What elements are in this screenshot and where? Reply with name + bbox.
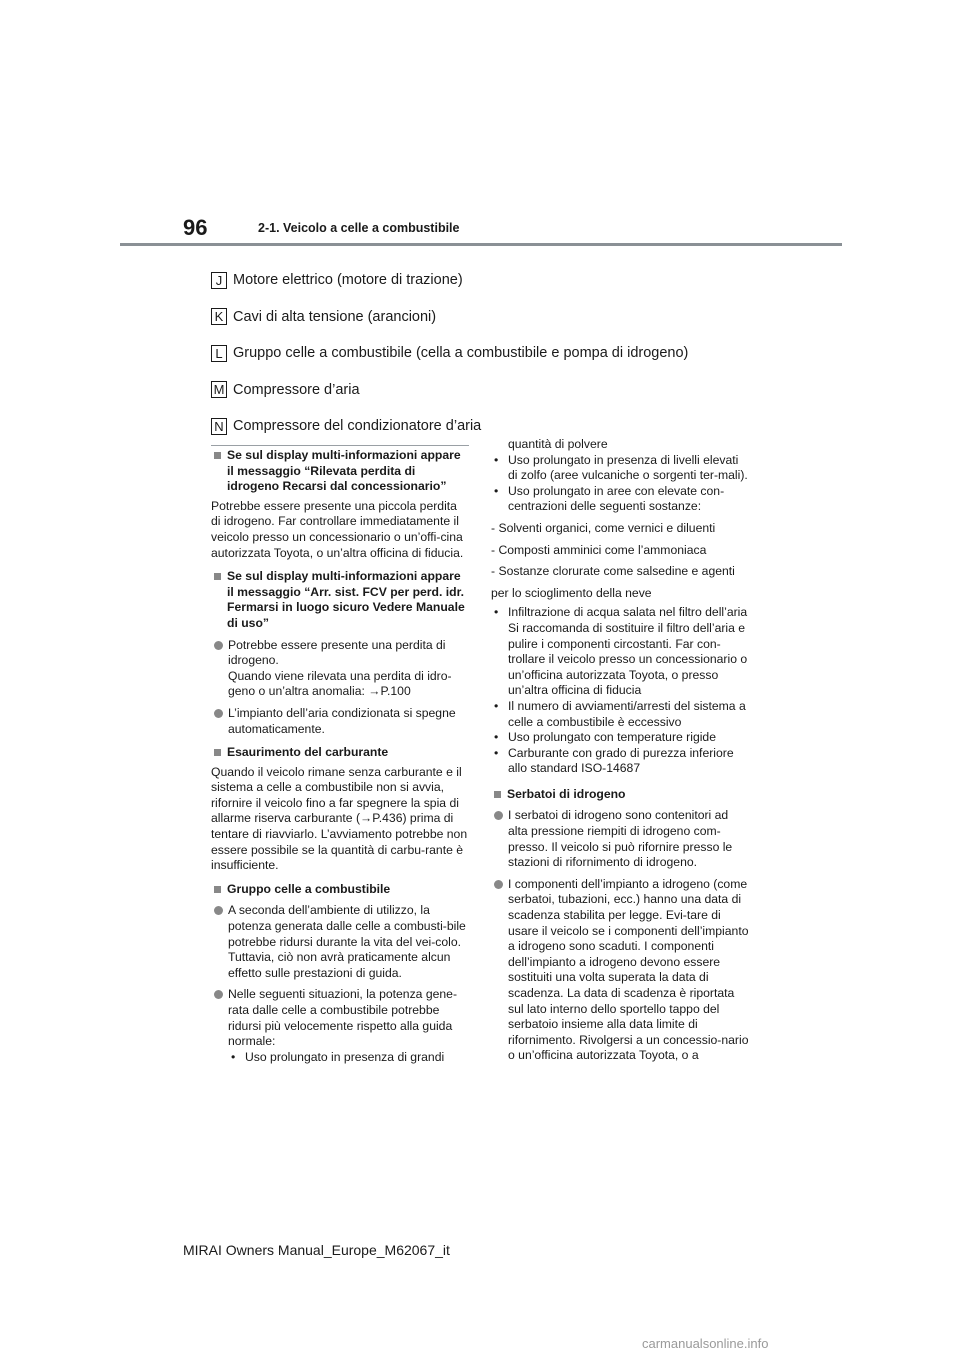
section-title: 2-1. Veicolo a celle a combustibile [258,221,460,235]
sub-bullet-text: Carburante con grado di purezza inferiore allo standard ISO-14687 [508,745,734,776]
heading-text: Serbatoi di idrogeno [507,786,626,801]
heading-text: Se sul display multi-informazioni appare il messaggio “Arr. sist. FCV per perd. idr. Fermarsi in luogo sicuro Vedere Manuale di uso” [227,569,465,630]
list-text: I componenti dell’impianto a idrogeno (come serbatoi, tubazioni, ecc.) hanno una data di scadenza stabilita per legge. Evi-tare di usare il veicolo se i componenti dell’impianto a idrogeno sono scaduti. I componenti dell’impianto a idrogeno devono essere sostituiti una volta superata la data di scadenza. La data di scadenza è riportata sul lato interno dello sportello tappo del serbatoio insieme alla data limite di rifornimento. Rivolgersi a un concessio-nario o un’officina autorizzata Toyota, o a [508,876,749,1063]
list-text: Potrebbe essere presente una perdita di idrogeno. Quando viene rilevata una perdita di idro-geno o un’altra anomalia: →P.100 [228,637,452,699]
header-rule [120,243,842,246]
legend-item [211,335,811,372]
legend-text: Cavi di alta tensione (arancioni) [233,308,437,325]
dash-item-continuation: per lo scioglimento della neve [491,585,652,600]
heading-text: Gruppo celle a combustibile [227,881,391,896]
bullet-mark: • [494,483,499,498]
legend-text: Motore elettrico (motore di trazione) [233,272,463,289]
circle-list-item [211,903,469,981]
sub-bullet-text: Infiltrazione di acqua salata nel filtro dell’aria Si raccomanda di sostituire il filtro dell’aria e pulire i componenti circostanti. Far con-trollare il veicolo presso un concessionario o un’officina autorizzata Toyota, o presso un’altra officina di fiducia [508,605,748,698]
circle-list-item [211,638,469,700]
dash-item: - Sostanze clorurate come salsedine e agenti [491,564,735,579]
sub-bullet [491,605,751,699]
circle-list-item [211,706,469,737]
list-text: A seconda dell’ambiente di utilizzo, la potenza generata dalle celle a combusti-bile potrebbe ridursi durante la vita del vei-colo. Tuttavia, ciò non avrà praticamente alcun effetto sulle prestazioni di guida. [228,903,466,980]
circle-list-item [491,808,751,870]
circle-bullet-icon [494,880,503,889]
sub-bullet-text: Uso prolungato in aree con elevate con-centrazioni delle seguenti sostanze: [508,483,725,514]
square-bullet-icon [214,573,221,580]
square-bullet-icon [214,452,221,459]
dash-item: - Composti amminici come l’ammoniaca [491,542,707,557]
legend-key: K [211,308,227,325]
sub-bullet [491,699,751,730]
bullet-mark: • [494,730,499,745]
square-bullet-icon [214,749,221,756]
bullet-mark: • [494,698,499,713]
legend-key: N [211,418,227,435]
circle-list-item [491,877,751,1064]
dash-item: - Solventi organici, come vernici e diluenti [491,520,716,535]
list-text: L’impianto dell’aria condizionata si spegne automaticamente. [228,705,456,736]
circle-bullet-icon [214,641,223,650]
left-column [211,440,469,1065]
square-bullet-icon [214,886,221,893]
square-bullet-icon [494,791,501,798]
legend-text: Compressore del condizionatore d’aria [233,418,482,435]
section-heading [211,745,469,761]
list-text: Nelle seguenti situazioni, la potenza gene-rata dalle celle a combustibile potrebbe ridursi più velocemente rispetto alla guida normale: [228,987,458,1049]
sub-bullet [228,1050,469,1066]
sub-bullet [491,746,751,777]
manual-footer: MIRAI Owners Manual_Europe_M62067_it [183,1242,450,1258]
section-heading [211,882,469,898]
heading-text: Se sul display multi-informazioni appare il messaggio “Rilevata perdita di idrogeno Recarsi dal concessionario” [227,448,461,494]
paragraph: Quando il veicolo rimane senza carburante e il sistema a celle a combustibile non si avvia, rifornire il veicolo fino a far spegnere la spia di allarme riserva carburante (→P.436) prima di tentare di riavviarlo. L’avviamento potrebbe non essere possibile se la quantità di carbu-rante è insufficiente. [211,764,468,873]
circle-bullet-icon [494,811,503,820]
page-number: 96 [183,215,208,240]
bullet-mark: • [494,452,499,467]
circle-bullet-icon [214,990,223,999]
legend-text: Compressore d’aria [233,381,360,398]
sub-bullet-text: Uso prolungato con temperature rigide [508,730,716,745]
section-heading [491,787,751,803]
circle-bullet-icon [214,906,223,915]
sub-bullet [491,730,751,746]
circle-list-item [211,987,469,1065]
sub-bullet [491,484,751,515]
legend-key: J [211,272,227,289]
watermark: carmanualsonline.info [642,1336,769,1351]
bullet-mark: • [231,1049,236,1064]
legend-text: Gruppo celle a combustibile (cella a combustibile e pompa di idrogeno) [233,345,689,362]
paragraph: Potrebbe essere presente una piccola perdita di idrogeno. Far controllare immediatamente il veicolo presso un concessionario o un’offi-cina autorizzata Toyota, o un’altra officina di fiducia. [211,498,464,560]
section-heading [211,569,469,631]
sub-bullet-text: Uso prolungato in presenza di livelli elevati di zolfo (aree vulcaniche o sorgenti ter-mali). [508,452,748,483]
legend-item [211,372,811,409]
bullet-mark: • [494,605,499,620]
list-text: I serbatoi di idrogeno sono contenitori ad alta pressione riempiti di idrogeno com-presso. Il veicolo si può rifornire presso le stazioni di rifornimento di idrogeno. [508,808,733,870]
legend-key: M [211,381,227,398]
legend-item [211,299,811,336]
component-legend [211,262,811,445]
sub-bullet-continuation: quantità di polvere [508,437,608,451]
legend-key: L [211,345,227,362]
circle-bullet-icon [214,709,223,718]
section-heading [211,448,469,495]
sub-bullet-text: Uso prolungato in presenza di grandi [245,1049,445,1064]
sub-bullet-text: Il numero di avviamenti/arresti del sistema a celle a combustibile è eccessivo [508,698,746,729]
sub-bullet [491,453,751,484]
bullet-mark: • [494,745,499,760]
right-column [491,437,751,1064]
heading-text: Esaurimento del carburante [227,745,389,760]
legend-item [211,262,811,299]
